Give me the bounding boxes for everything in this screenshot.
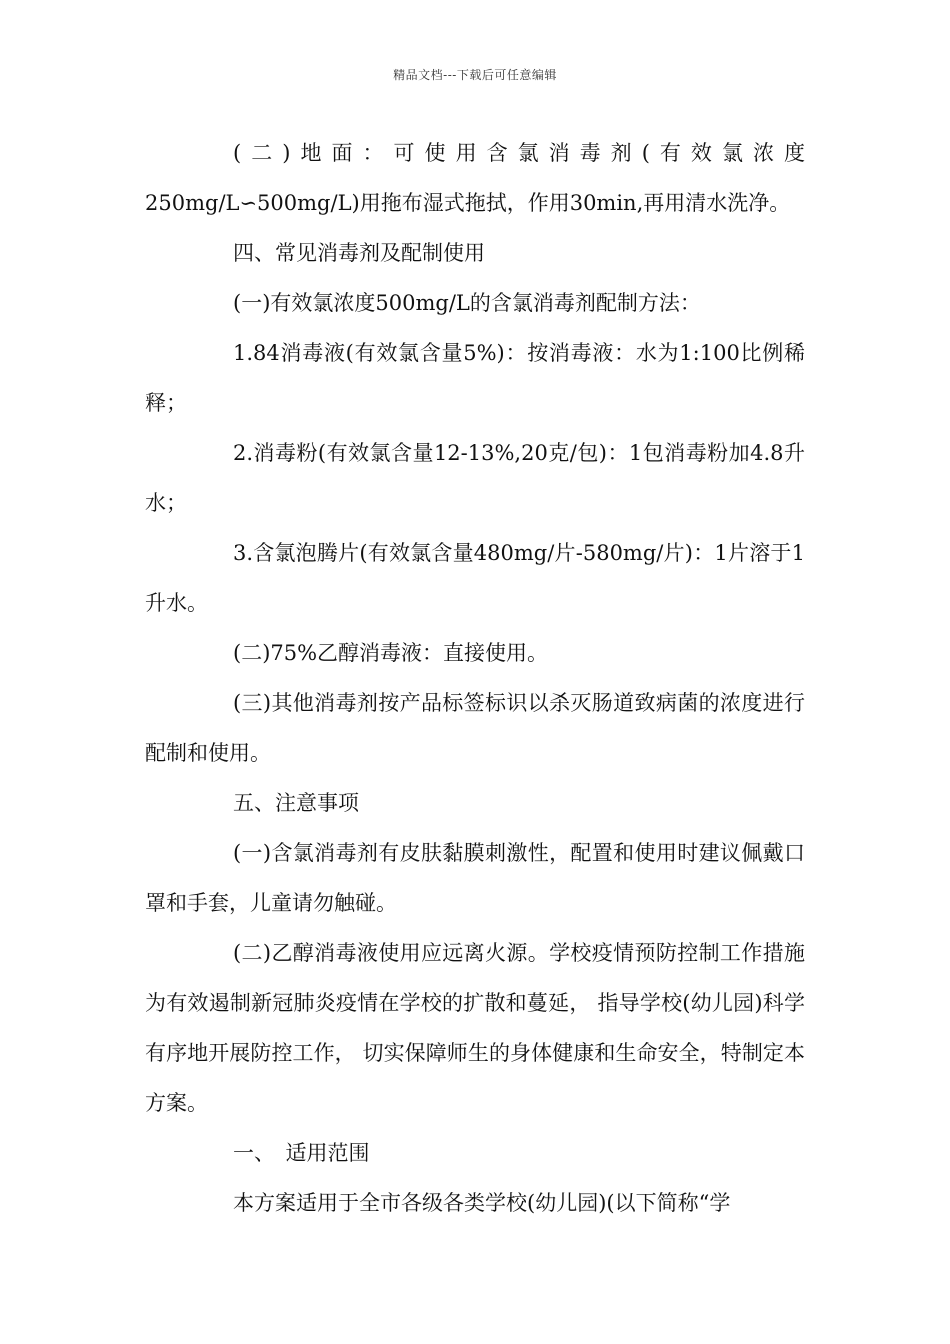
page-header: 精品文档---下载后可任意编辑 (393, 68, 557, 82)
paragraph-84-solution: 1.84消毒液(有效氯含量5%)：按消毒液：水为1:100比例稀释； (145, 341, 805, 415)
section-heading-disinfectants: 四、常见消毒剂及配制使用 (233, 241, 485, 265)
paragraph-other-disinfectants: (三)其他消毒剂按产品标签标识以杀灭肠道致病菌的浓度进行配制和使用。 (145, 691, 805, 765)
section-heading-scope: 一、 适用范围 (233, 1141, 370, 1165)
paragraph-chlorine-irritation: (一)含氯消毒剂有皮肤黏膜刺激性，配置和使用时建议佩戴口罩和手套，儿童请勿触碰。 (145, 841, 805, 915)
paragraph-ethanol-fire-and-plan: (二)乙醇消毒液使用应远离火源。学校疫情预防控制工作措施 为有效遏制新冠肺炎疫情在学校的扩散和蔓延， 指导学校(幼儿园)科学有序地开展防控工作， 切实保障师生的身体健康和生命安全，特制定本方案。 (145, 941, 847, 1115)
paragraph-scope: 本方案适用于全市各级各类学校(幼儿园)(以下简称“学 (233, 1191, 731, 1215)
paragraph-chlorine-preparation: (一)有效氯浓度500mg/L的含氯消毒剂配制方法： (233, 291, 701, 315)
section-heading-precautions: 五、注意事项 (233, 791, 359, 815)
document-body (145, 128, 847, 1228)
paragraph-ethanol: (二)75%乙醇消毒液：直接使用。 (233, 641, 549, 665)
paragraph-effervescent-tablet: 3.含氯泡腾片(有效氯含量480mg/片-580mg/片)：1片溶于1升水。 (145, 541, 805, 615)
paragraph-disinfection-powder: 2.消毒粉(有效氯含量12-13%,20克/包)：1包消毒粉加4.8升水； (145, 441, 805, 515)
paragraph-floor-disinfection: (二)地面：可使用含氯消毒剂(有效氯浓度250mg/L∽500mg/L)用拖布湿式拖拭，作用30min,再用清水洗净。 (145, 141, 805, 215)
